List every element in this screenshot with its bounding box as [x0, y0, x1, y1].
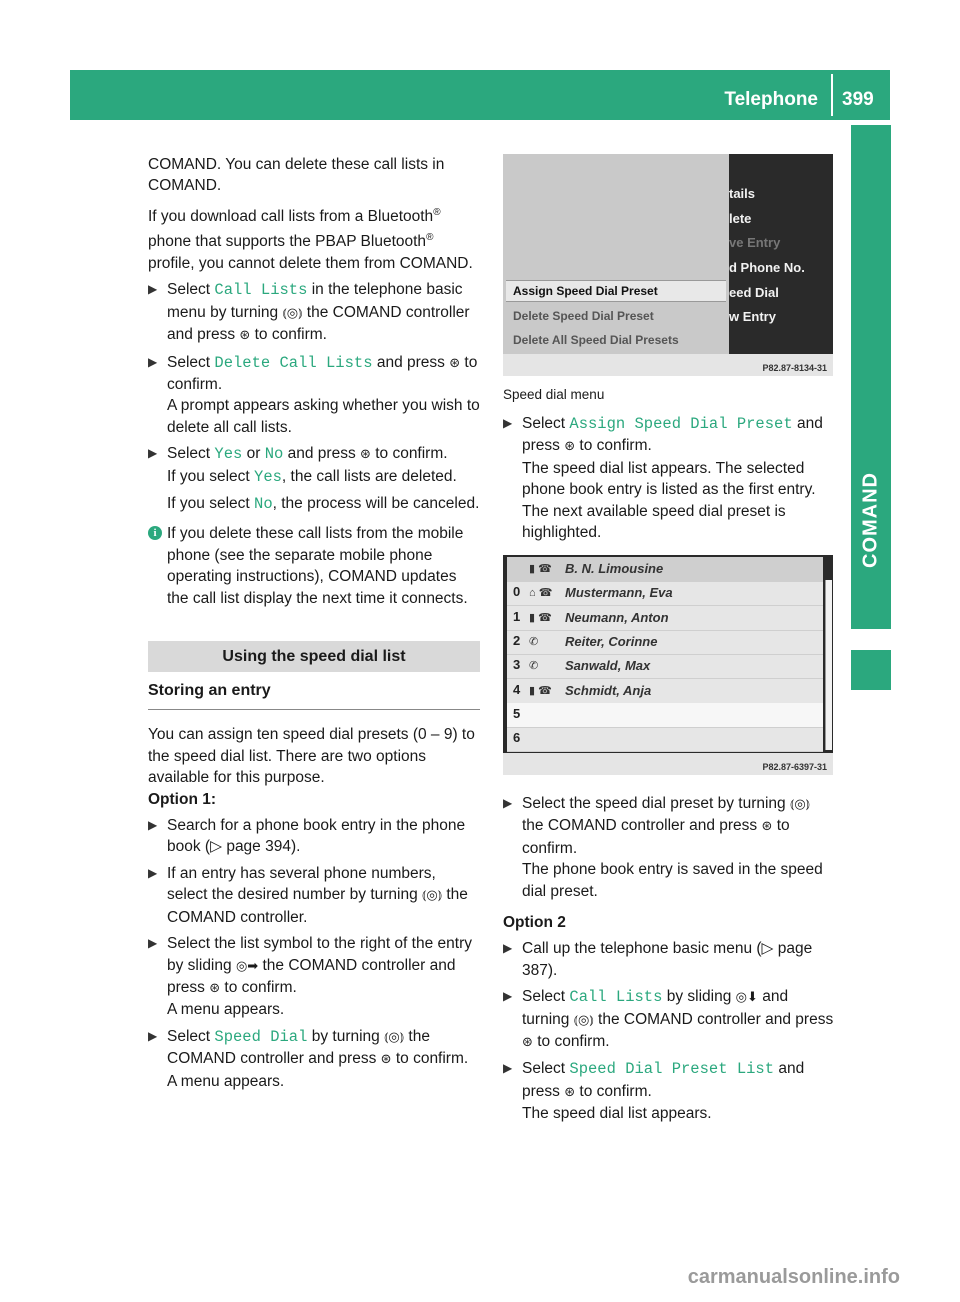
- text: Select: [522, 1060, 570, 1078]
- text: the COMAND controller and press: [167, 956, 456, 996]
- preset-number: 1: [513, 608, 521, 624]
- option-heading: Option 2: [503, 914, 566, 932]
- menu-code: No: [254, 495, 273, 513]
- menu-code: Yes: [214, 445, 243, 464]
- preset-number: 2: [513, 632, 521, 648]
- text: and press: [522, 415, 823, 455]
- press-controller-icon: ⊛: [380, 1052, 392, 1068]
- menu-item[interactable]: Delete All Speed Dial Presets: [513, 333, 679, 347]
- text: the COMAND controller and press: [167, 1027, 430, 1068]
- step-arrow-icon: ▶: [148, 354, 158, 369]
- step-result: A menu appears.: [167, 1072, 285, 1090]
- menu-code: No: [264, 445, 284, 464]
- text: and press: [283, 445, 360, 463]
- preset-number: 5: [513, 705, 521, 721]
- menu-code: Yes: [254, 467, 282, 486]
- phone-type-icon: ▮ ☎: [529, 611, 552, 624]
- preset-number: 0: [513, 584, 521, 600]
- registered-mark: ®: [426, 232, 434, 244]
- text: to confirm.: [167, 353, 478, 393]
- text: Select: [167, 353, 215, 371]
- screen-left-area: [503, 154, 729, 354]
- right-column-lower: [503, 788, 835, 1125]
- step: [503, 413, 835, 543]
- text: to confirm.: [370, 445, 448, 463]
- press-controller-icon: ⊛: [209, 980, 221, 996]
- text: , the call lists are deleted.: [281, 467, 457, 485]
- right-column-upper: [503, 408, 835, 543]
- contact-name: Neumann, Anton: [565, 609, 669, 625]
- preset-number: 4: [513, 681, 521, 697]
- paragraph: [148, 202, 480, 275]
- press-controller-icon: ⊛: [239, 328, 251, 344]
- contact-name: B. N. Limousine: [565, 561, 664, 576]
- step: [503, 1058, 835, 1124]
- turn-controller-icon: ⦅◎⦆: [789, 797, 810, 812]
- text: to confirm.: [220, 978, 297, 996]
- figure-id: P82.87-6397-31: [762, 762, 827, 772]
- step-result: [167, 493, 480, 515]
- text: ).: [290, 838, 301, 856]
- figure-caption: Speed dial menu: [503, 387, 605, 402]
- step: [148, 443, 480, 515]
- step-arrow-icon: ▶: [503, 1061, 513, 1076]
- figure-footer: [503, 753, 833, 775]
- side-tab-marker: [851, 650, 891, 690]
- paragraph: COMAND. You can delete these call lists in COMAND.: [148, 156, 445, 195]
- text: If you select: [167, 467, 255, 485]
- text: the COMAND controller and press: [167, 303, 470, 344]
- preset-number: 3: [513, 657, 521, 673]
- menu-item[interactable]: Assign Speed Dial Preset: [513, 284, 658, 298]
- slide-down-controller-icon: ◎⬇: [735, 990, 758, 1006]
- page-number: 399: [842, 89, 874, 110]
- info-text: If you delete these call lists from the mobile phone (see the separate mobile phone operating instructions), COMAND updates the call list display the next time it connects.: [167, 525, 468, 607]
- contact-name: Reiter, Corinne: [565, 633, 658, 649]
- step: [148, 933, 480, 1021]
- text: by sliding: [662, 988, 736, 1006]
- text: If you download call lists from a Bluetooth: [148, 207, 434, 225]
- step: [503, 793, 835, 902]
- step-result: A menu appears.: [167, 1001, 285, 1019]
- text: the COMAND controller and press: [522, 817, 762, 835]
- background-menu-item: eed Dial: [729, 285, 779, 300]
- step-arrow-icon: ▶: [148, 936, 158, 951]
- text: Search for a phone book entry in the phone book (: [167, 817, 466, 856]
- side-tab-label: COMAND: [859, 472, 882, 568]
- step: [148, 863, 480, 928]
- text: If you select: [167, 495, 255, 512]
- background-menu-item: lete: [729, 211, 752, 226]
- speed-dial-list-screenshot: [503, 555, 833, 775]
- text: to confirm.: [250, 326, 327, 344]
- list-item[interactable]: [507, 679, 823, 704]
- step-arrow-icon: ▶: [503, 941, 513, 956]
- chapter-title: Telephone: [724, 89, 818, 110]
- text: ).: [547, 961, 558, 979]
- background-menu-item: d Phone No.: [729, 260, 805, 275]
- step-arrow-icon: ▶: [148, 446, 158, 461]
- menu-code: Call Lists: [569, 988, 663, 1007]
- phone-type-icon: ✆: [529, 660, 539, 673]
- step: [148, 815, 480, 858]
- step: [148, 279, 480, 346]
- menu-item[interactable]: Delete Speed Dial Preset: [513, 309, 654, 323]
- paragraph: You can assign ten speed dial presets (0 – 9) to the speed dial list. There are two options available for this purpose.: [148, 726, 475, 787]
- step: [148, 1026, 480, 1092]
- list-header-row[interactable]: [507, 557, 823, 582]
- option-heading: Option 1:: [148, 790, 217, 808]
- text: by turning: [307, 1027, 385, 1045]
- step-result: The phone book entry is saved in the speed dial preset.: [522, 861, 823, 900]
- text: , the process will be canceled.: [272, 495, 480, 512]
- press-controller-icon: ⊛: [449, 355, 461, 371]
- step-result: The speed dial list appears.: [522, 1105, 712, 1123]
- turn-controller-icon: ⦅◎⦆: [282, 305, 303, 321]
- background-menu-item: tails: [729, 186, 756, 201]
- text: Select: [167, 1027, 215, 1045]
- figure-footer: [503, 354, 833, 376]
- speed-dial-list: [507, 557, 823, 751]
- background-menu: [729, 154, 833, 354]
- turn-controller-icon: ⦅◎⦆: [573, 1012, 594, 1028]
- text: the COMAND controller and press: [593, 1010, 834, 1028]
- text: and press: [522, 1060, 805, 1100]
- text: profile, you cannot delete them from COMAND.: [148, 254, 473, 272]
- phone-type-icon: ▮ ☎: [529, 563, 552, 575]
- info-note: [148, 523, 480, 609]
- speed-dial-menu-screenshot: [503, 154, 833, 376]
- phone-type-icon: ⌂ ☎: [529, 587, 553, 600]
- figure-id: P82.87-8134-31: [762, 363, 827, 373]
- text: phone that supports the PBAP Bluetooth: [148, 233, 427, 251]
- step-result: The speed dial list appears. The selected phone book entry is listed as the first entry. The next available speed dial preset is highlighted.: [522, 459, 816, 542]
- text: Select: [167, 281, 215, 299]
- press-controller-icon: ⊛: [360, 447, 371, 463]
- step-arrow-icon: ▶: [503, 796, 513, 810]
- page-reference[interactable]: ▷ page 387: [522, 940, 813, 979]
- registered-mark: ®: [433, 206, 441, 218]
- text: Select the list symbol to the right of the entry by sliding: [167, 935, 472, 974]
- text: Select the speed dial preset by turning: [522, 795, 790, 812]
- text: Select: [522, 988, 570, 1006]
- page-reference[interactable]: ▷ page 394: [210, 838, 291, 856]
- press-controller-icon: ⊛: [522, 1035, 533, 1051]
- text: Call up the telephone basic menu (: [522, 940, 762, 958]
- list-item[interactable]: [507, 606, 823, 631]
- phone-type-icon: ▮ ☎: [529, 684, 552, 697]
- contact-name: Mustermann, Eva: [565, 585, 673, 601]
- phone-type-icon: ✆: [529, 635, 539, 648]
- preset-number: 6: [513, 730, 521, 746]
- side-tab-label-box: [851, 420, 891, 620]
- step-arrow-icon: ▶: [503, 416, 513, 430]
- text: If an entry has several phone numbers, select the desired number by turning: [167, 864, 436, 904]
- left-column: [148, 154, 480, 1092]
- step-arrow-icon: ▶: [503, 989, 513, 1004]
- text: or: [242, 445, 265, 463]
- background-menu-item: ve Entry: [729, 235, 781, 250]
- contact-name: Sanwald, Max: [565, 658, 651, 674]
- text: to confirm.: [575, 1082, 652, 1100]
- text: Select: [522, 415, 570, 432]
- press-controller-icon: ⊛: [564, 439, 576, 455]
- scrollbar[interactable]: [825, 580, 832, 750]
- header-divider: [831, 74, 833, 116]
- info-icon: i: [148, 526, 162, 540]
- text: in the telephone basic menu by turning: [167, 281, 463, 321]
- menu-code: Speed Dial Preset List: [569, 1060, 775, 1079]
- press-controller-icon: ⊛: [564, 1084, 576, 1100]
- background-menu-item: w Entry: [729, 309, 776, 324]
- text: and press: [372, 353, 450, 371]
- step: [148, 352, 480, 439]
- step-arrow-icon: ▶: [148, 1028, 158, 1043]
- step: [503, 938, 835, 981]
- text: the COMAND controller.: [167, 886, 468, 926]
- step-result: A prompt appears asking whether you wish to delete all call lists.: [167, 397, 480, 436]
- list-item[interactable]: [507, 703, 823, 728]
- text: to confirm.: [575, 437, 652, 455]
- contact-name: Schmidt, Anja: [565, 682, 652, 698]
- list-item[interactable]: [507, 630, 823, 655]
- text: to confirm.: [522, 817, 790, 857]
- step-arrow-icon: ▶: [148, 818, 158, 833]
- turn-controller-icon: ⦅◎⦆: [384, 1029, 405, 1045]
- step: [503, 986, 835, 1053]
- menu-code: Delete Call Lists: [214, 353, 373, 372]
- turn-controller-icon: ⦅◎⦆: [422, 888, 443, 904]
- slide-right-controller-icon: ◎➡: [235, 958, 259, 974]
- list-item[interactable]: [507, 654, 823, 679]
- text: to confirm.: [532, 1033, 610, 1051]
- menu-code: Speed Dial: [214, 1027, 308, 1046]
- subheading: Storing an entry: [148, 680, 480, 710]
- list-item[interactable]: [507, 727, 823, 752]
- menu-code: Assign Speed Dial Preset: [569, 415, 793, 433]
- list-item[interactable]: [507, 581, 823, 606]
- text: Select: [167, 445, 215, 463]
- text: to confirm.: [391, 1050, 469, 1068]
- text: and turning: [522, 988, 789, 1028]
- menu-code: Call Lists: [214, 281, 308, 300]
- step-arrow-icon: ▶: [148, 865, 158, 880]
- step-arrow-icon: ▶: [148, 282, 158, 297]
- section-heading: Using the speed dial list: [148, 641, 480, 672]
- press-controller-icon: ⊛: [761, 819, 773, 835]
- watermark: carmanualsonline.info: [687, 1266, 900, 1288]
